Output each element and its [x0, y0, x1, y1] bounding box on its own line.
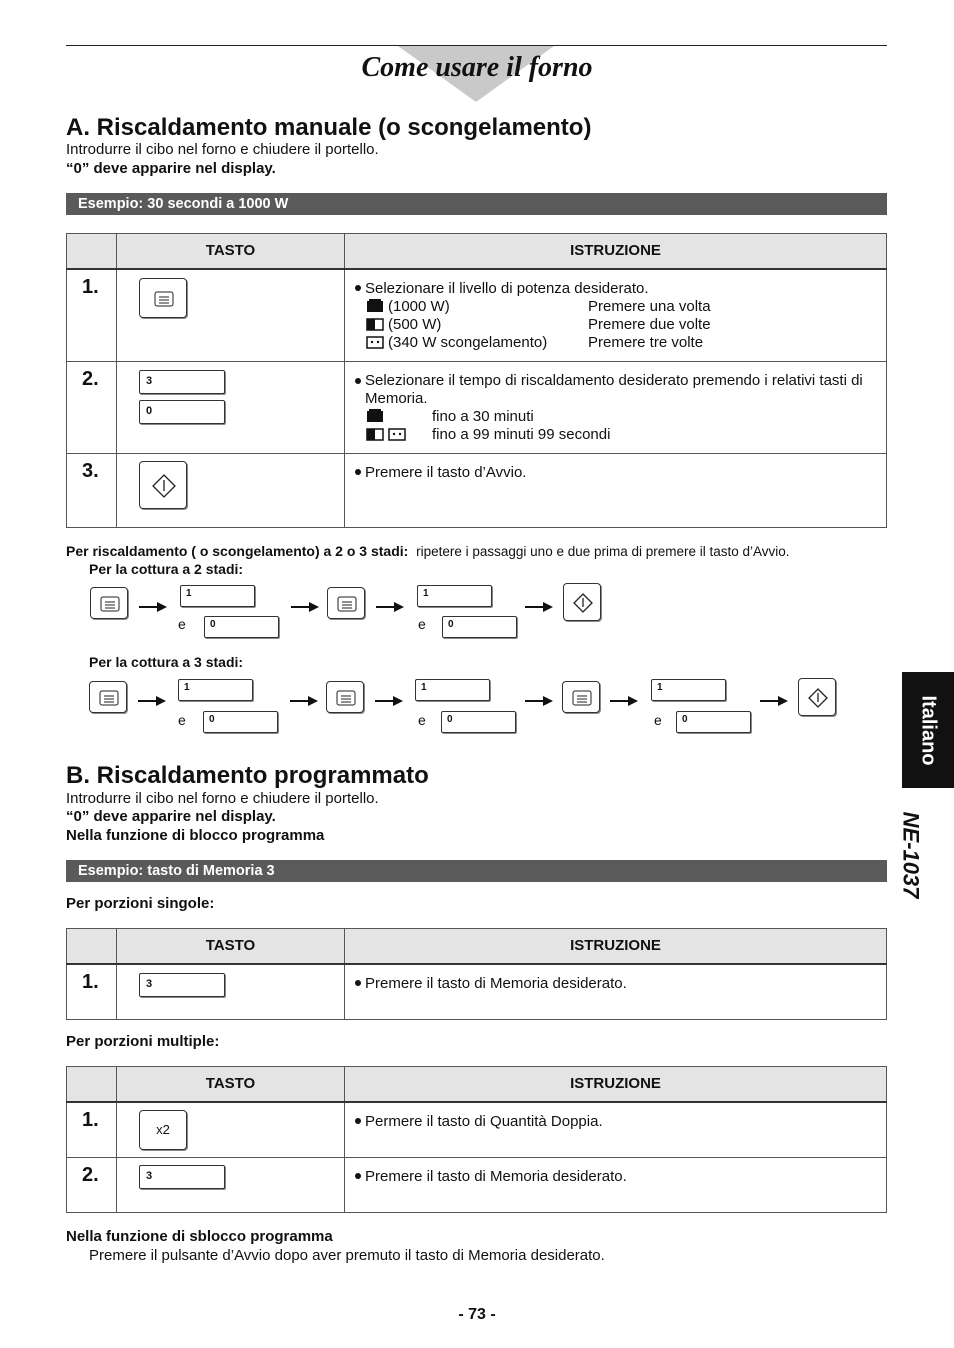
table-corner [67, 929, 117, 964]
bullet [355, 285, 361, 291]
multiple-portion-table [66, 1066, 887, 1213]
memory-key-3[interactable]: 3 [139, 1165, 225, 1189]
model-text: NE-1037 [898, 811, 923, 899]
step1-text: Selezionare il livello di potenza desiderato. [365, 279, 649, 297]
arrow-icon [525, 599, 553, 609]
col-header-instruction: ISTRUZIONE [345, 1067, 887, 1102]
multiple-portion-label: Per porzioni multiple: [66, 1033, 220, 1050]
start-icon [573, 593, 593, 613]
arrow-icon [375, 693, 403, 703]
key-cell [117, 1158, 345, 1213]
page-title: Come usare il forno [361, 52, 593, 83]
language-tab [902, 672, 954, 788]
press-once: Premere una volta [588, 297, 711, 315]
col-header-key: TASTO [117, 234, 345, 269]
instruction-cell [345, 964, 887, 1020]
col-header-key: TASTO [117, 1067, 345, 1102]
section-a-intro: Introdurre il cibo nel forno e chiudere il portello. [66, 141, 379, 158]
step-number: 2. [67, 362, 117, 454]
bullet [355, 469, 361, 475]
unlock-label: Nella funzione di sblocco programma [66, 1228, 333, 1245]
multi-stage-text: ripetere i passaggi uno e due prima di premere il tasto d’Avvio. [416, 544, 790, 559]
arrow-icon [138, 693, 166, 703]
power-full-icon [366, 409, 384, 423]
power-half-icon [366, 427, 384, 441]
memory-key-3[interactable]: 3 [139, 370, 225, 394]
arrow-icon [291, 599, 319, 609]
multi-stage-note [66, 542, 790, 561]
power-level-icon [336, 690, 356, 706]
power-key[interactable] [89, 681, 127, 713]
section-a-table [66, 233, 887, 528]
step-number: 1. [67, 1102, 117, 1158]
power-level-icon [154, 291, 174, 307]
step-number: 2. [67, 1158, 117, 1213]
start-icon [808, 688, 828, 708]
bullet [355, 1173, 361, 1179]
three-stage-label: Per la cottura a 3 stadi: [89, 654, 244, 670]
press-twice: Premere due volte [588, 315, 711, 333]
memory-key-1[interactable]: 1 [178, 679, 253, 701]
two-stage-label: Per la cottura a 2 stadi: [89, 561, 244, 577]
section-a-heading: A. Riscaldamento manuale (o scongelamento) [66, 114, 592, 141]
arrow-icon [290, 693, 318, 703]
arrow-icon [376, 599, 404, 609]
start-key[interactable] [139, 461, 187, 509]
memory-key-0[interactable]: 0 [204, 616, 279, 638]
memory-key-0[interactable]: 0 [203, 711, 278, 733]
and-word: e [418, 712, 426, 728]
power-level-icon [100, 596, 120, 612]
single-portion-table [66, 928, 887, 1020]
press-three-times: Premere tre volte [588, 333, 704, 351]
memory-key-3[interactable]: 3 [139, 973, 225, 997]
instruction-cell [345, 1102, 887, 1158]
step3-text: Premere il tasto d’Avvio. [365, 464, 527, 481]
and-word: e [418, 616, 426, 632]
step2-text: Selezionare il tempo di riscaldamento desiderato premendo i relativi tasti di Memoria. [365, 372, 863, 407]
power-1000: (1000 W) [388, 297, 450, 315]
instruction-cell [345, 1158, 887, 1213]
start-icon [152, 474, 176, 498]
single-portion-label: Per porzioni singole: [66, 895, 215, 912]
instruction-text: Permere il tasto di Quantità Doppia. [365, 1112, 603, 1130]
start-key[interactable] [798, 678, 836, 716]
memory-key-0[interactable]: 0 [139, 400, 225, 424]
memory-key-1[interactable]: 1 [651, 679, 726, 701]
defrost-icon [388, 427, 406, 441]
section-b-intro: Introdurre il cibo nel forno e chiudere il portello. [66, 790, 379, 807]
key-cell [117, 964, 345, 1020]
step-number: 1. [67, 269, 117, 362]
start-key[interactable] [563, 583, 601, 621]
and-word: e [178, 616, 186, 632]
instruction-text: Premere il tasto di Memoria desiderato. [365, 1168, 627, 1185]
power-level-icon [337, 596, 357, 612]
unlock-text: Premere il pulsante d’Avvio dopo aver premuto il tasto di Memoria desiderato. [89, 1247, 605, 1264]
model-label [880, 811, 940, 899]
power-500: (500 W) [388, 315, 442, 333]
section-b-example-band: Esempio: tasto di Memoria 3 [66, 860, 887, 882]
power-full-icon [366, 299, 384, 313]
bullet [355, 1118, 361, 1124]
key-cell [117, 269, 345, 362]
language-tab-label: Italiano [917, 694, 940, 766]
multi-stage-label: Per riscaldamento ( o scongelamento) a 2 o 3 stadi: [66, 543, 409, 559]
table-corner [67, 1067, 117, 1102]
instruction-text: Premere il tasto di Memoria desiderato. [365, 974, 627, 992]
step-number: 3. [67, 454, 117, 528]
power-key[interactable] [327, 587, 365, 619]
power-key[interactable] [139, 278, 187, 318]
power-key[interactable] [326, 681, 364, 713]
section-b-lock-note: Nella funzione di blocco programma [66, 827, 325, 844]
section-a-example-band: Esempio: 30 secondi a 1000 W [66, 193, 887, 215]
arrow-icon [139, 599, 167, 609]
defrost-icon [366, 335, 384, 349]
and-word: e [654, 712, 662, 728]
power-level-icon [99, 690, 119, 706]
memory-key-0[interactable]: 0 [441, 711, 516, 733]
power-half-icon [366, 317, 384, 331]
instruction-cell [345, 269, 887, 362]
memory-key-0[interactable]: 0 [442, 616, 517, 638]
col-header-instruction: ISTRUZIONE [345, 234, 887, 269]
power-key[interactable] [90, 587, 128, 619]
key-cell [117, 1102, 345, 1158]
section-b-heading: B. Riscaldamento programmato [66, 762, 429, 789]
col-header-instruction: ISTRUZIONE [345, 929, 887, 964]
and-word: e [178, 712, 186, 728]
section-a-display-note: “0” deve apparire nel display. [66, 160, 276, 177]
instruction-cell [345, 362, 887, 454]
arrow-icon [760, 693, 788, 703]
bullet [355, 378, 361, 384]
instruction-cell [345, 454, 887, 528]
memory-key-0[interactable]: 0 [676, 711, 751, 733]
memory-key-1[interactable]: 1 [417, 585, 492, 607]
table-corner [67, 234, 117, 269]
power-level-icon [572, 690, 592, 706]
double-quantity-key[interactable]: x2 [139, 1110, 187, 1150]
section-b-display-note: “0” deve apparire nel display. [66, 808, 276, 825]
key-cell [117, 362, 345, 454]
power-key[interactable] [562, 681, 600, 713]
page-number: - 73 - [458, 1306, 496, 1323]
key-cell [117, 454, 345, 528]
arrow-icon [525, 693, 553, 703]
step-number: 1. [67, 964, 117, 1020]
memory-key-1[interactable]: 1 [180, 585, 255, 607]
memory-key-1[interactable]: 1 [415, 679, 490, 701]
col-header-key: TASTO [117, 929, 345, 964]
bullet [355, 980, 361, 986]
power-340: (340 W scongelamento) [388, 333, 548, 351]
arrow-icon [610, 693, 638, 703]
limit-99min: fino a 99 minuti 99 secondi [432, 426, 611, 443]
limit-30min: fino a 30 minuti [432, 408, 534, 425]
